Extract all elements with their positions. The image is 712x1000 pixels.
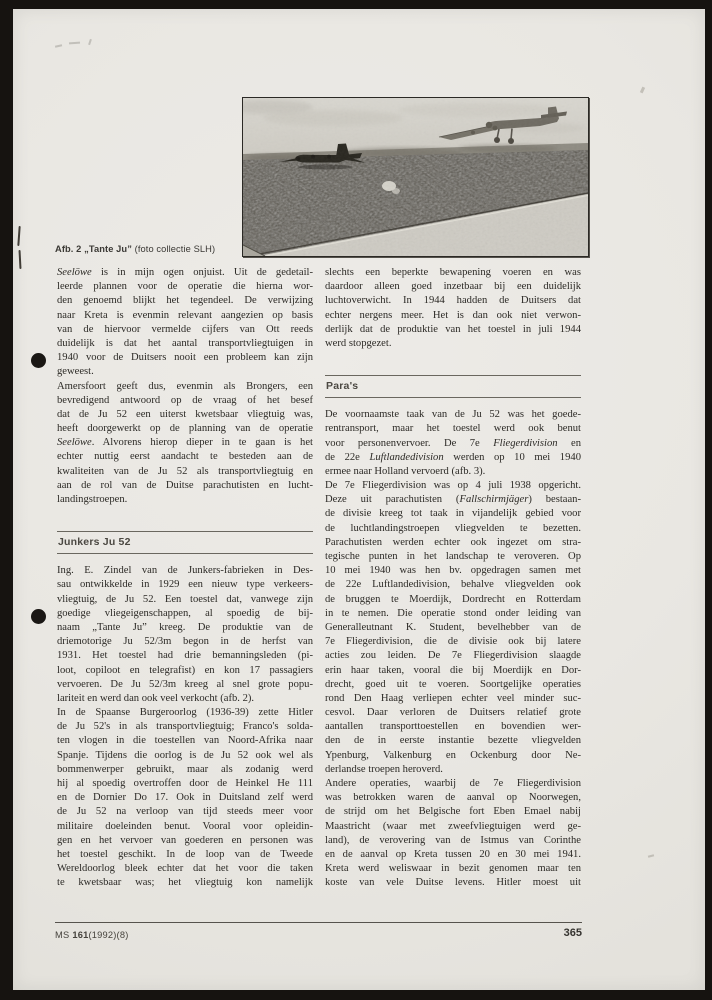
text-line: landingstroepen. — [57, 494, 128, 505]
text-line: aantallen transporttoestellen en bovendien wer- — [325, 721, 581, 733]
text-line: De 7e Fliegerdivision was op 4 juli 1938 opgericht. — [325, 480, 581, 492]
text-line: erin haar taken, vooral die bij Moerdijk en Dor- — [325, 664, 581, 676]
text-line: acties zou leiden. De 7e Fliegerdivision slaagde — [325, 650, 581, 662]
text-line: hij al spoedig overtroffen door de Heinkel He 111 — [57, 778, 313, 789]
pencil-mark — [55, 44, 62, 47]
text-line: bommenwerper gebruikt, maar als zodanig werd — [57, 763, 313, 775]
text-line: de luchtlandingstroepen vliegvelden te bezetten. — [325, 522, 581, 534]
text-line: de Ju 52's in als transportvliegtuig; Franco's solda- — [57, 721, 313, 733]
figure-caption-credit: (foto collectie SLH) — [131, 244, 216, 254]
pencil-mark — [69, 42, 80, 44]
text-line: heeft doorgewerkt op de planning van de operatie — [57, 423, 313, 435]
scan-speck — [648, 854, 654, 857]
punch-hole-mark — [31, 609, 46, 624]
text-line: naar Kreta is evenmin relevant aangezien op basis — [57, 309, 313, 321]
text-line: kwaliteiten van de Ju 52 als transportvliegtuig en — [57, 465, 313, 477]
text-line: Wereldoorlog bleek echter dat het voor die taken — [57, 863, 313, 875]
text-line: rond Den Haag verliepen echter veel minder suc- — [325, 692, 581, 704]
text-line: loot, copiloot en telegrafist) en kon 17 passagiers — [57, 664, 313, 676]
text-line: derlandse troepen heroverd. — [325, 763, 443, 775]
text-line: derlijk dat de produktie van het toestel in juli 1944 — [325, 323, 581, 335]
punch-hole-mark — [31, 353, 46, 368]
text-line: 1940 voor de Duitsers nooit een probleem kan zijn — [57, 352, 313, 364]
text-line: vliegtuig, de Ju 52. Een toestel dat, vanwege zijn — [57, 593, 313, 605]
section-heading: Para's — [325, 375, 581, 398]
pencil-mark — [88, 39, 92, 45]
text-line: goedige vliegeigenschappen, al spoedig de bij- — [57, 607, 313, 619]
text-line: geweest. — [57, 366, 94, 378]
text-line: voor personenvervoer. De 7e Fliegerdivision en — [325, 437, 581, 449]
text-line: gen en het vervoer van goederen en personen was — [57, 834, 313, 846]
text-line: de divisie kreeg tot taak in vijandelijk gebied voor — [325, 508, 581, 520]
journal-suffix: (1992)(8) — [88, 930, 129, 940]
text-line: bevredigend antwoord op de vraag of het besef — [57, 394, 313, 406]
text-line: In de Spaanse Burgeroorlog (1936-39) zette Hitler — [57, 707, 313, 719]
text-line: cesvol. Daar verloren de Duitsers relatief grote — [325, 707, 581, 719]
text-line: 10 mei 1940 was hen bv. opgedragen samen met — [325, 565, 581, 577]
text-line: 1931. Het toestel had drie bemanningsleden (pi- — [57, 650, 313, 662]
figure-caption-label: Afb. 2 „Tante Ju” — [55, 244, 132, 254]
text-line: duidelijk is dat het aantal transportvliegtuigen in — [57, 337, 313, 349]
text-line: rentransport, maar het toestel werd ook benut — [325, 423, 581, 435]
text-line: echter nergens meer. Het is dan ook niet verwon- — [325, 309, 581, 321]
scan-speck — [640, 87, 645, 94]
text-line: lariteit en werd dan ook veel verkocht (afb. 2). — [57, 692, 255, 704]
text-line: de 22e Luftlandedivision werden op 10 mei 1940 — [325, 451, 581, 463]
text-line: Generalleutnant K. Student, bevelhebber van de — [325, 621, 581, 633]
text-line: in te nemen. Die operatie stond onder leiding van — [325, 607, 581, 619]
text-line: Seelöwe. Alvorens hierop dieper in te gaan is het — [57, 437, 313, 449]
text-line: Spanje. Tijdens die oorlog is de Ju 52 ook wel als — [57, 749, 313, 761]
text-line: leerde plannen voor de operatie die hierna wor- — [57, 281, 313, 293]
figure-photo — [242, 97, 589, 257]
text-line: was betrokken waren de aanval op Noorwegen, — [325, 792, 581, 804]
section-heading: Junkers Ju 52 — [57, 531, 313, 554]
journal-page — [13, 9, 705, 990]
text-line: De voornaamste taak van de Ju 52 was het goede- — [325, 409, 581, 421]
margin-pen-mark — [17, 226, 20, 246]
text-line: echter nuttig eerst aandacht te besteden aan de — [57, 451, 313, 463]
text-line: de 22e Luftlandedivision, behalve vliegvelden ook — [325, 579, 581, 591]
text-line: de bruggen te Moerdijk, Dordrecht en Rotterdam — [325, 593, 581, 605]
text-line: Maastricht (waar met zweefvliegtuigen werd ge- — [325, 820, 581, 832]
text-line: drecht, goed uit te voeren. Soortgelijke operaties — [325, 678, 581, 690]
text-line: Parachutisten werden echter ook ingezet om stra- — [325, 536, 581, 548]
text-line: Deze uit parachutisten (Fallschirmjäger) bestaan- — [325, 494, 581, 506]
text-line: aan de rol van de Duitse parachutisten en lucht- — [57, 479, 313, 491]
text-line: 7e Fliegerdivision, die de divisie ook bij latere — [325, 636, 581, 648]
text-line: het toestel geschikt. In de loop van de Tweede — [57, 848, 313, 860]
text-line: van de hiervoor vermelde cijfers van Ott reeds — [57, 323, 313, 335]
photo-illustration — [243, 98, 588, 256]
journal-name: MS — [55, 930, 70, 940]
text-line: te kwetsbaar was; het vliegtuig kon namelijk — [57, 877, 313, 889]
text-line: land), de verovering van de Istmus van Corinthe — [325, 834, 581, 846]
text-line: Amersfoort geeft dus, evenmin als Brongers, een — [57, 380, 313, 392]
text-line: de Ju 52 na verloop van tijd steeds meer voor — [57, 806, 313, 818]
text-line: ermee naar Holland vervoerd (afb. 3). — [325, 465, 486, 477]
text-line: sau ontwikkelde in 1929 een nieuw type verkeers- — [57, 579, 313, 591]
text-column-left — [57, 266, 313, 891]
text-line: naam „Tante Ju” kreeg. De produktie van de — [57, 621, 313, 633]
text-line: de strijd om het Belgische fort Eben Emael nabij — [325, 806, 581, 818]
text-line: vervoeren. De Ju 52/3m kreeg al snel grote popu- — [57, 678, 313, 690]
text-line: luchtoverwicht. In 1944 hadden de Duitsers dat — [325, 295, 581, 307]
text-line: Ypenburg, Valkenburg en Ockenburg door Ne- — [325, 749, 581, 761]
text-line: werd stopgezet. — [325, 337, 392, 349]
page-number: 365 — [563, 927, 582, 939]
figure-caption — [55, 244, 240, 255]
text-line: den de in eerste instantie bezette vliegvelden — [325, 735, 581, 747]
text-line: slechts een beperkte bewapening voeren en was — [325, 267, 581, 278]
text-line: militaire doeleinden benut. Vooral voor opleidin- — [57, 820, 313, 832]
text-line: Andere operaties, waarbij de 7e Fliegerdivision — [325, 778, 581, 789]
text-line: Seelöwe is in mijn ogen onjuist. Uit de gedetail- — [57, 267, 313, 278]
text-line: daardoor alleen goed inzetbaar bij een duidelijk — [325, 281, 581, 293]
text-line: Ing. E. Zindel van de Junkers-fabrieken in Des- — [57, 565, 313, 577]
text-line: dat de Ju 52 een uiterst kwetsbaar vliegtuig was, — [57, 408, 313, 420]
text-line: den genoemd blijkt het tegendeel. De verwijzing — [57, 295, 313, 307]
text-line: tegische punten in het landschap te veroveren. Op — [325, 551, 581, 562]
text-line: en de aanval op Kreta tussen 20 en 30 mei 1941. — [325, 848, 581, 860]
journal-issue: 161 — [72, 930, 89, 940]
text-column-right — [325, 266, 581, 891]
text-line: en de Dornier Do 17. Ook in Duitsland zelf werd — [57, 792, 313, 804]
margin-pen-mark — [19, 250, 22, 269]
text-line: Kreta werd weliswaar in bezit genomen maar ten — [325, 863, 581, 875]
text-line: ten vlogen in die toestellen van Noord-Afrika naar — [57, 735, 313, 747]
text-line: driemotorige Ju 52/3m begon in de herfst van — [57, 636, 313, 648]
text-line: koste van vele Duitse levens. Hitler moest uit — [325, 877, 581, 889]
footer-rule — [55, 922, 582, 923]
